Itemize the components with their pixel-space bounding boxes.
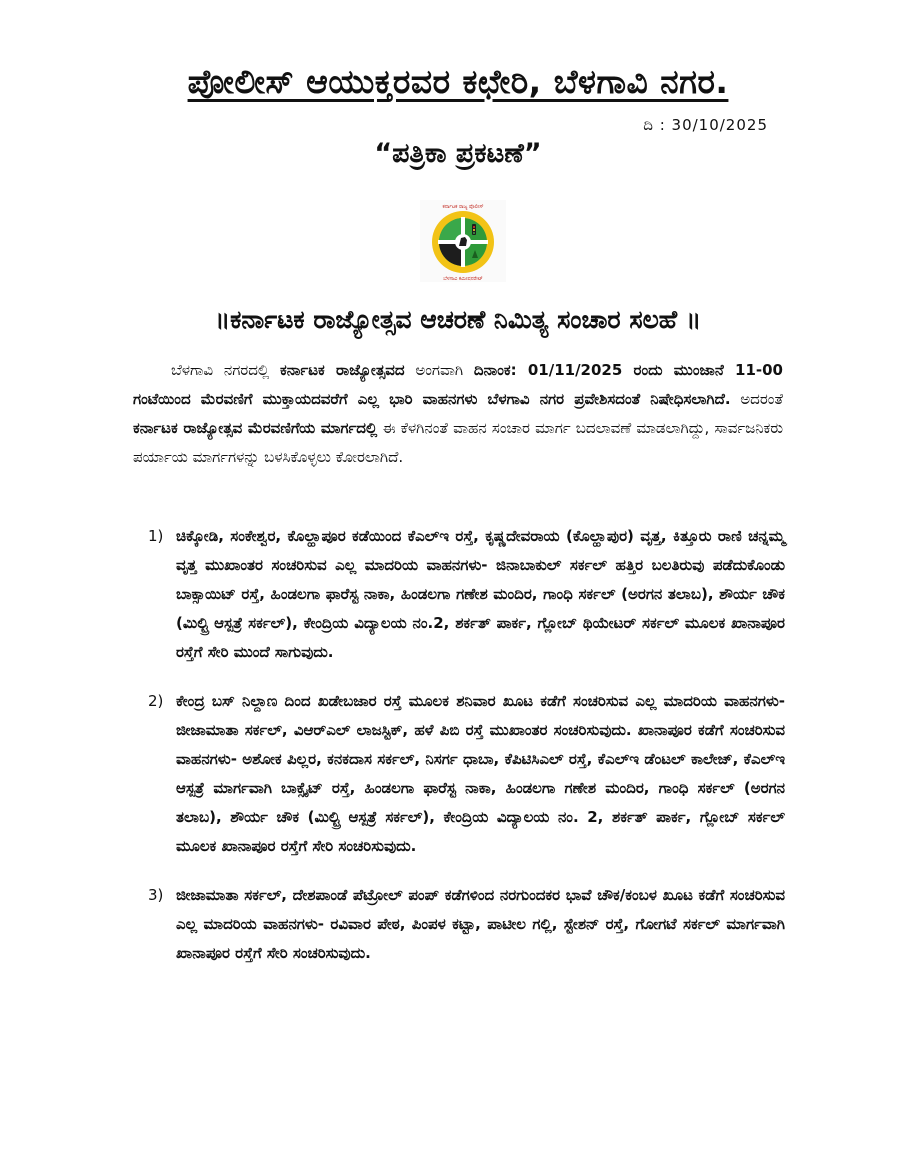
route-text: ಕೇಂದ್ರ ಬಸ್ ನಿಲ್ದಾಣ ದಿಂದ ಖಡೇಬಜಾರ ರಸ್ತೆ ಮೂಲಕ ಶನಿವಾರ ಖೂಟ ಕಡೆಗೆ ಸಂಚರಿಸುವ ಎಲ್ಲ ಮಾದರಿಯ ವಾಹನಗಳು- ಜೀಜಾಮಾತಾ ಸರ್ಕಲ್, ವಿಆರ್‌ಎಲ್ ಲಾಜಸ್ಟಿಕ್, ಹಳೆ ಪಿಬಿ ರಸ್ತೆ ಮುಖಾಂತರ ಸಂಚರಿಸುವುದು. ಖಾನಾಪೂರ ಕಡೆಗೆ ಸಂಚರಿಸುವ ವಾಹನಗಳು- ಅಶೋಕ ಪಿಲ್ಲರ, ಕನಕದಾಸ ಸರ್ಕಲ್, ನಿಸರ್ಗ ಧಾಬಾ, ಕೆಪಿಟಿಸಿಎಲ್ ರಸ್ತೆ, ಕೆಎಲ್‌ಇ ಡೆಂಟಲ್ ಕಾಲೇಜ್, ಕೆಎಲ್‌ಇ ಆಸ್ಪತ್ರೆ ಮಾರ್ಗವಾಗಿ ಬಾಕ್ಸೈಟ್ ರಸ್ತೆ, ಹಿಂಡಲಗಾ ಫಾರೆಸ್ಟ ನಾಕಾ, ಹಿಂಡಲಗಾ ಗಣೇಶ ಮಂದಿರ, ಗಾಂಧಿ ಸರ್ಕಲ್ (ಅರಗನ ತಲಾಬ), ಶೌರ್ಯ ಚೌಕ (ಮಿಲ್ಟ್ರಿ ಆಸ್ಪತ್ರೆ ಸರ್ಕಲ್), ಕೇಂದ್ರಿಯ ವಿದ್ಯಾಲಯ ನಂ. 2, ಶರ್ಕತ್ ಪಾರ್ಕ, ಗ್ಲೋಬ್ ಸರ್ಕಲ್ ಮೂಲಕ ಖಾನಾಪೂರ ರಸ್ತೆಗೆ ಸೇರಿ ಸಂಚರಿಸುವುದು. [176,692,785,855]
route-item [140,522,785,667]
route-text: ಜೀಜಾಮಾತಾ ಸರ್ಕಲ್, ದೇಶಪಾಂಡೆ ಪೆಟ್ರೋಲ್ ಪಂಪ್ ಕಡೆಗಳಿಂದ ನರಗುಂದಕರ ಭಾವೆ ಚೌಕ/ಕಂಬಳ ಖೂಟ ಕಡೆಗೆ ಸಂಚರಿಸುವ ಎಲ್ಲ ಮಾದರಿಯ ವಾಹನಗಳು- ರವಿವಾರ ಪೇಠ, ಪಿಂಪಳ ಕಟ್ಟಾ, ಪಾಟೀಲ ಗಲ್ಲಿ, ಸ್ಟೇಶನ್ ರಸ್ತೆ, ಗೋಗಟೆ ಸರ್ಕಲ್ ಮಾರ್ಗವಾಗಿ ಖಾನಾಪೂರ ರಸ್ತೆಗೆ ಸೇರಿ ಸಂಚರಿಸುವುದು. [176,886,785,962]
route-number: 1) [148,527,164,545]
route-number: 2) [148,692,164,710]
press-release-heading: “ಪತ್ರಿಕಾ ಪ್ರಕಟಣೆ” [374,138,542,169]
office-title: ಪೋಲೀಸ್ ಆಯುಕ್ತರವರ ಕಛೇರಿ, ಬೆಳಗಾವಿ ನಗರ. [187,62,729,101]
svg-text:ಬೆಳಗಾವಿ ಕಮೀಷನರೇಟ್: ಬೆಳಗಾವಿ ಕಮೀಷನರೇಟ್ [443,276,483,282]
intro-text: ಈ ಕೆಳಗಿನಂತೆ ವಾಹನ ಸಂಚಾರ ಮಾರ್ಗ ಬದಲಾವಣೆ ಮಾಡಲಾಗಿದ್ದು, ಸಾರ್ವಜನಿಕರು ಪರ್ಯಾಯ ಮಾರ್ಗಗಳನ್ನು ಬಳಸಿಕೊಳ್ಳಲು ಕೋರಲಾಗಿದೆ. [133,419,783,466]
intro-text: ಅದರಂತೆ [730,390,783,408]
subject-heading: ॥ಕರ್ನಾಟಕ ರಾಜ್ಯೋತ್ಸವ ಆಚರಣೆ ನಿಮಿತ್ಯ ಸಂಚಾರ ಸಲಹೆ ॥ [214,305,702,334]
route-item [140,687,785,861]
document-date: ದಿ : 30/10/2025 [643,116,768,134]
intro-text: ಅಂಗವಾಗಿ [404,361,474,379]
intro-bold-text: ಕರ್ನಾಟಕ ರಾಜ್ಯೋತ್ಸವದ [280,361,405,379]
intro-bold-text: ದಿನಾಂಕ: 01/11/2025 ರಂದು ಮುಂಜಾನೆ 11-00 ಗಂಟೆಯಿಂದ ಮೆರವಣಿಗೆ ಮುಕ್ತಾಯದವರೆಗೆ ಎಲ್ಲ ಭಾರಿ ವಾಹನಗಳು ಬೆಳಗಾವಿ ನಗರ ಪ್ರವೇಶಿಸದಂತೆ ನಿಷೇಧಿಸಲಾಗಿದೆ. [133,361,783,408]
police-emblem-logo [420,200,506,282]
police-emblem-icon [420,200,506,282]
route-number: 3) [148,886,164,904]
route-item [140,881,785,968]
intro-text: ಬೆಳಗಾವಿ ನಗರದಲ್ಲಿ [171,361,281,379]
intro-bold-text: ಕರ್ನಾಟಕ ರಾಜ್ಯೋತ್ಸವ ಮೆರವಣಿಗೆಯ ಮಾರ್ಗದಲ್ಲಿ [133,419,378,437]
route-list [140,522,785,988]
svg-text:ಕರ್ನಾಟಕ ರಾಜ್ಯ ಪೊಲೀಸ್: ಕರ್ನಾಟಕ ರಾಜ್ಯ ಪೊಲೀಸ್ [442,204,484,210]
route-text: ಚಿಕ್ಕೋಡಿ, ಸಂಕೇಶ್ವರ, ಕೊಲ್ಹಾಪೂರ ಕಡೆಯಿಂದ ಕೆಎಲ್‌ಇ ರಸ್ತೆ, ಕೃಷ್ಣದೇವರಾಯ (ಕೊಲ್ಹಾಪುರ) ವೃತ್ತ, ಕಿತ್ತೂರು ರಾಣಿ ಚನ್ನಮ್ಮ ವೃತ್ತ ಮುಖಾಂತರ ಸಂಚರಿಸುವ ಎಲ್ಲ ಮಾದರಿಯ ವಾಹನಗಳು- ಜಿನಾಬಾಕುಲ್ ಸರ್ಕಲ್ ಹತ್ತಿರ ಬಲತಿರುವು ಪಡೆದುಕೊಂಡು ಬಾಕ್ಸಾಯಿಟ್ ರಸ್ತೆ, ಹಿಂಡಲಗಾ ಫಾರೆಸ್ಟ ನಾಕಾ, ಹಿಂಡಲಗಾ ಗಣೇಶ ಮಂದಿರ, ಗಾಂಧಿ ಸರ್ಕಲ್ (ಅರಗನ ತಲಾಬ), ಶೌರ್ಯ ಚೌಕ (ಮಿಲ್ಟ್ರಿ ಆಸ್ಪತ್ರೆ ಸರ್ಕಲ್), ಕೇಂದ್ರಿಯ ವಿದ್ಯಾಲಯ ನಂ.2, ಶರ್ಕತ್ ಪಾರ್ಕ, ಗ್ಲೋಬ್ ಥಿಯೇಟರ್ ಸರ್ಕಲ್ ಮೂಲಕ ಖಾನಾಪೂರ ರಸ್ತೆಗೆ ಸೇರಿ ಮುಂದೆ ಸಾಗುವುದು. [176,527,785,661]
intro-paragraph [133,356,783,472]
